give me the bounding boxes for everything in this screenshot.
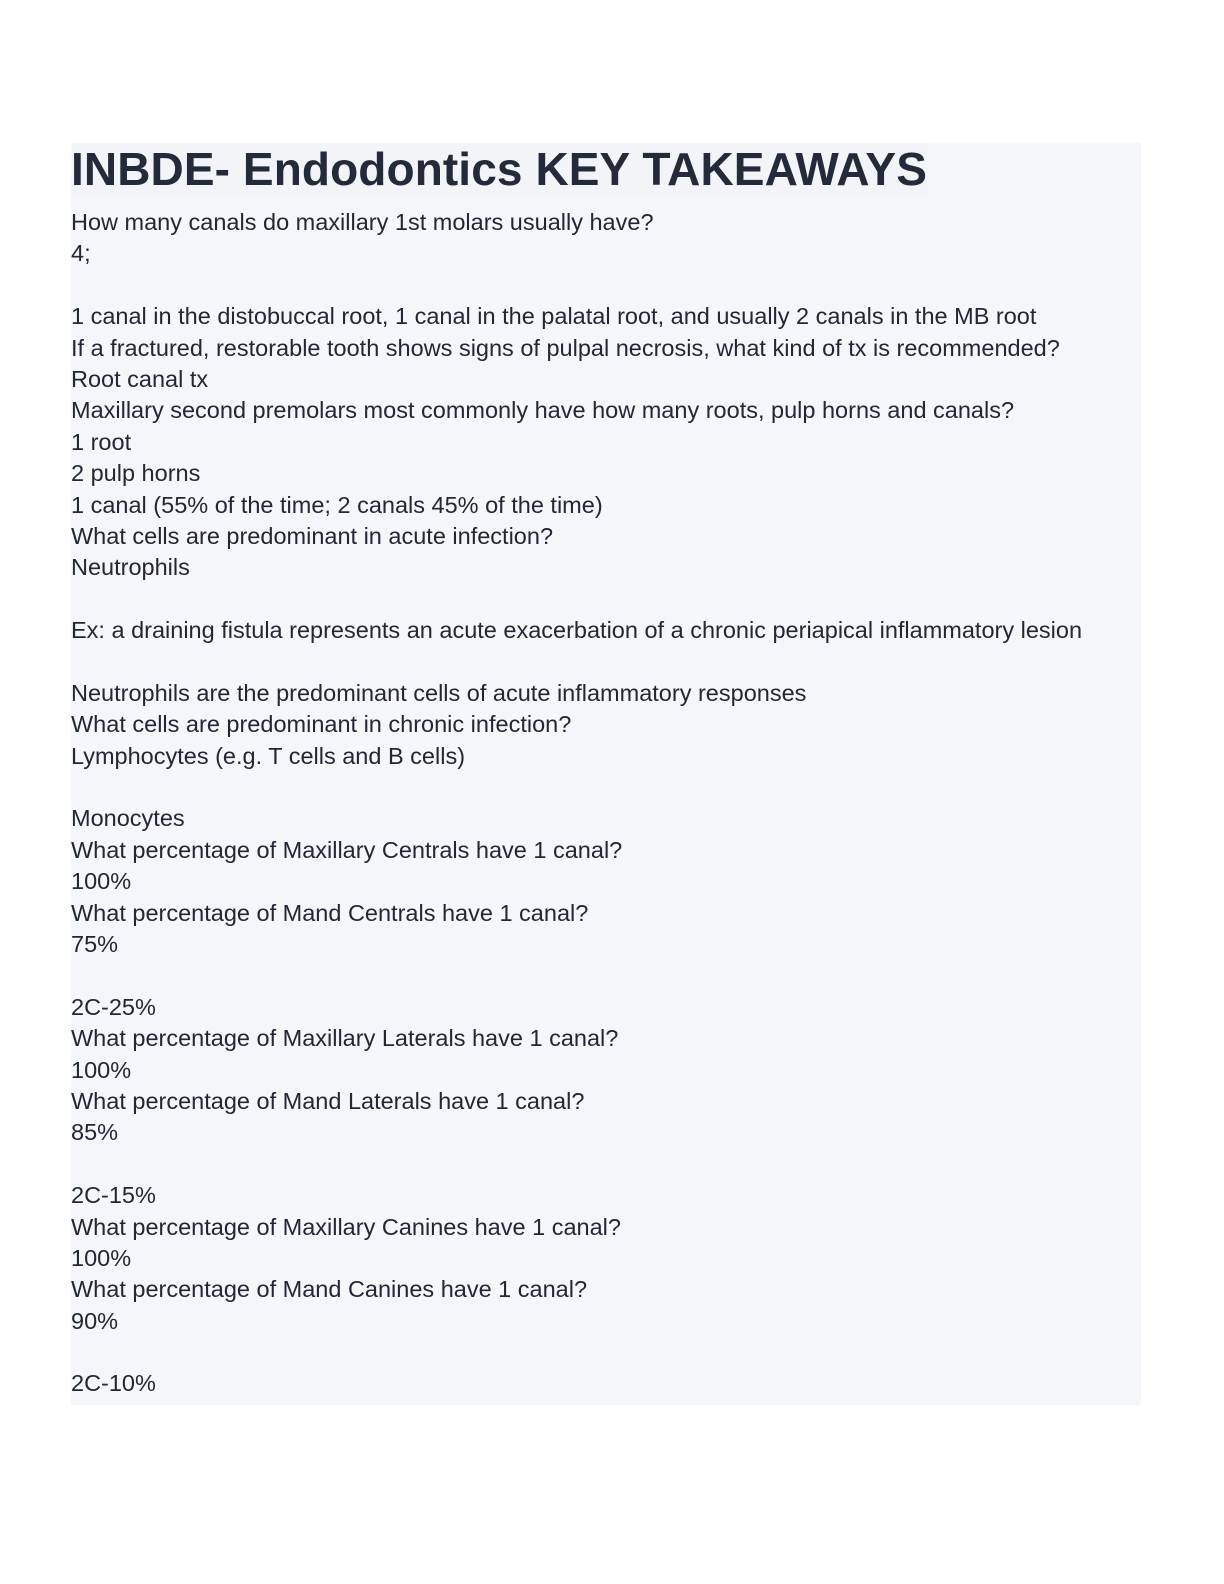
blank-line — [71, 1149, 1151, 1180]
line-text: What percentage of Maxillary Laterals have 1 canal? — [71, 1025, 619, 1052]
blank-line — [71, 1337, 1151, 1368]
text-line — [71, 521, 1151, 552]
text-line — [71, 1180, 1151, 1211]
line-text: What percentage of Mand Laterals have 1 canal? — [71, 1087, 585, 1114]
line-text: Ex: a draining fistula represents an acute exacerbation of a chronic periapical inflammatory lesion — [71, 617, 1083, 644]
text-line — [71, 898, 1151, 929]
text-line — [71, 1023, 1151, 1054]
text-line — [71, 458, 1151, 489]
text-line — [71, 741, 1151, 772]
text-line — [71, 1368, 1151, 1399]
line-text: 1 canal (55% of the time; 2 canals 45% of the time) — [71, 491, 603, 518]
text-line — [71, 835, 1151, 866]
line-text: What percentage of Mand Centrals have 1 canal? — [71, 899, 589, 926]
text-line — [71, 395, 1151, 426]
line-text: 90% — [71, 1307, 119, 1334]
text-lines — [71, 207, 1151, 1400]
line-text: If a fractured, restorable tooth shows signs of pulpal necrosis, what kind of tx is recommended? — [71, 334, 1060, 361]
line-text: 75% — [71, 930, 119, 957]
text-line — [71, 992, 1151, 1023]
text-line — [71, 615, 1151, 646]
text-line — [71, 1212, 1151, 1243]
text-line — [71, 490, 1151, 521]
blank-line — [71, 772, 1151, 803]
document — [71, 140, 1151, 1400]
line-text: 2C-10% — [71, 1370, 156, 1397]
line-text: How many canals do maxillary 1st molars usually have? — [71, 209, 654, 235]
blank-line — [71, 646, 1151, 677]
line-text: 2C-25% — [71, 993, 156, 1020]
line-text: What cells are predominant in acute infection? — [71, 522, 554, 549]
line-text: Neutrophils are the predominant cells of acute inflammatory responses — [71, 679, 807, 706]
text-line — [71, 1086, 1151, 1117]
line-text: Lymphocytes (e.g. T cells and B cells) — [71, 742, 466, 769]
line-text: 1 root — [71, 428, 132, 455]
text-line — [71, 333, 1151, 364]
line-text: 2 pulp horns — [71, 460, 201, 487]
line-text: 2C-15% — [71, 1182, 156, 1209]
text-line — [71, 678, 1151, 709]
line-text: 85% — [71, 1119, 119, 1146]
line-text: 100% — [71, 1244, 132, 1271]
text-line — [71, 238, 1151, 269]
text-line — [71, 1055, 1151, 1086]
line-text: 4; — [71, 240, 91, 267]
text-line — [71, 207, 1151, 238]
text-line — [71, 1243, 1151, 1274]
text-line — [71, 1117, 1151, 1148]
line-text: 100% — [71, 868, 132, 895]
text-line — [71, 1274, 1151, 1305]
line-text: 100% — [71, 1056, 132, 1083]
line-text: Root canal tx — [71, 365, 209, 392]
line-text: 1 canal in the distobuccal root, 1 canal in the palatal root, and usually 2 canals in the MB root — [71, 303, 1037, 330]
blank-line — [71, 270, 1151, 301]
text-line — [71, 866, 1151, 897]
text-line — [71, 929, 1151, 960]
text-line — [71, 552, 1151, 583]
line-text: What percentage of Maxillary Centrals have 1 canal? — [71, 836, 623, 863]
line-text: What percentage of Mand Canines have 1 canal? — [71, 1276, 588, 1303]
line-text: What cells are predominant in chronic infection? — [71, 711, 572, 738]
text-line — [71, 709, 1151, 740]
blank-line — [71, 960, 1151, 991]
text-line — [71, 427, 1151, 458]
line-text: Maxillary second premolars most commonly have how many roots, pulp horns and canals? — [71, 397, 1015, 424]
line-text: What percentage of Maxillary Canines have 1 canal? — [71, 1213, 621, 1240]
page-title: INBDE- Endodontics KEY TAKEAWAYS — [71, 143, 927, 195]
blank-line — [71, 584, 1151, 615]
text-line — [71, 301, 1151, 332]
line-text: Monocytes — [71, 805, 185, 832]
text-line — [71, 803, 1151, 834]
line-text: Neutrophils — [71, 554, 190, 581]
text-line — [71, 1306, 1151, 1337]
text-line — [71, 364, 1151, 395]
